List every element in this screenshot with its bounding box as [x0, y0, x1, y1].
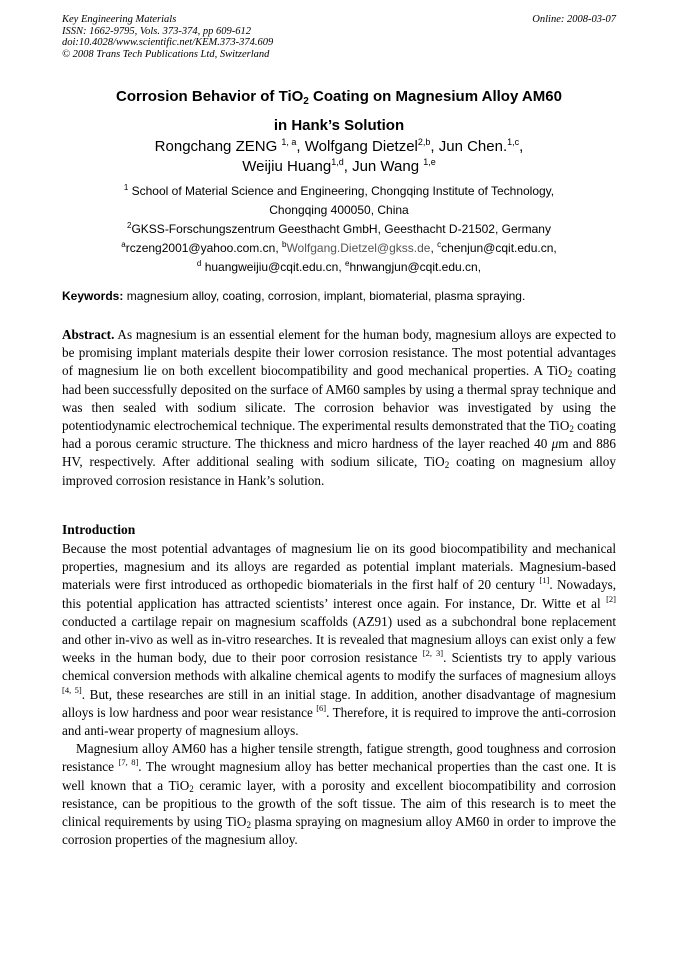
abstract-text: coating had been successfully deposited on the surface of AM60 samples by using a thermal spray technique and was then sealed with sodium silicate. The corrosion behavior was investigated by using the potentiodynamic electrochemical technique. The experimental results demonstrated that the TiO: [62, 363, 616, 434]
email-separator: ,: [338, 260, 345, 274]
email-link[interactable]: hnwangjun@cqit.edu.cn: [349, 260, 478, 274]
affiliation-text: GKSS-Forschungszentrum Geesthacht GmbH, Geesthacht D-21502, Germany: [131, 222, 551, 236]
paragraph-text: . But, these researches are still in an initial stage. In addition, another disadvantage of magnesium alloys is low hardness and poor wear resistance: [62, 686, 616, 720]
keywords-label: Keywords:: [62, 289, 124, 303]
citation-ref[interactable]: [7, 8]: [118, 757, 139, 768]
email-separator: ,: [553, 241, 557, 255]
paragraph-text: Magnesium alloy AM60 has a higher tensile strength, fatigue strength, good toughness and corrosion resistance: [62, 741, 616, 775]
subscript: 2: [567, 369, 573, 380]
author-separator: ,: [296, 138, 305, 155]
paragraph-text: . Nowadays, this potential application has attracted scientists’ interest once again. For instance, Dr. Witte et al: [62, 577, 616, 611]
email-link[interactable]: rczeng2001@yahoo.com.cn: [125, 241, 276, 255]
paragraph-text: . Therefore, it is required to improve the anti-corrosion and anti-wear property of magnesium alloys.: [62, 704, 616, 739]
author-separator: ,: [519, 138, 524, 155]
abstract-text: coating had a porous ceramic structure. The thickness and micro hardness of the layer reached 40: [62, 418, 616, 452]
author-name: Jun Wang: [352, 158, 424, 175]
author-affil-mark: 1,e: [423, 157, 436, 167]
mu-symbol: μ: [551, 436, 559, 452]
author-affil-mark: 1,d: [331, 157, 344, 167]
title-line-1: [62, 82, 616, 111]
contact-line-1: [62, 239, 616, 258]
paragraph-text: plasma spraying on magnesium alloy AM60 in order to improve the corrosion properties of the magnesium alloy.: [62, 814, 616, 848]
affiliation-mark: 2: [127, 221, 132, 230]
journal-copyright: © 2008 Trans Tech Publications Ltd, Switzerland: [62, 48, 270, 60]
keywords-text: magnesium alloy, coating, corrosion, implant, biomaterial, plasma spraying.: [123, 289, 526, 303]
journal-issn: ISSN: 1662-9795, Vols. 373-374, pp 609-612: [62, 25, 251, 37]
citation-ref[interactable]: [2]: [606, 593, 616, 604]
affiliation-1-city: Chongqing 400050, China: [269, 203, 409, 217]
introduction-body: [62, 540, 616, 849]
email-mark: a: [121, 240, 126, 249]
author-affil-mark: 2,b: [417, 137, 431, 147]
email-mark: e: [344, 259, 350, 268]
title-line-2: in Hank’s Solution: [273, 117, 405, 134]
citation-ref[interactable]: [4, 5]: [62, 684, 82, 695]
email-mark: d: [196, 259, 202, 268]
subscript: 2: [444, 460, 450, 471]
journal-name: Key Engineering Materials: [62, 14, 177, 25]
email-mark: c: [437, 240, 442, 249]
author-name: Wolfgang Dietzel: [304, 138, 418, 155]
subscript: 2: [246, 820, 251, 831]
title-text: Coating on Magnesium Alloy AM60: [308, 88, 562, 105]
subscript: 2: [569, 424, 574, 435]
paragraph-text: . The wrought magnesium alloy has better mechanical properties than the cast one. It is well known that a TiO: [62, 759, 616, 793]
author-affil-mark: 1,c: [507, 137, 520, 147]
section-heading-introduction: Introduction: [62, 522, 136, 537]
abstract-label: Abstract.: [62, 327, 115, 342]
email-separator: ,: [275, 241, 282, 255]
email-mark: b: [281, 240, 287, 249]
author-separator: ,: [430, 138, 439, 155]
intro-paragraph-2: [62, 740, 616, 849]
email-link[interactable]: Wolfgang.Dietzel@gkss.de: [286, 241, 431, 255]
email-separator: ,: [430, 241, 438, 255]
abstract: [62, 326, 616, 490]
paper-title: [62, 82, 616, 140]
citation-ref[interactable]: [2, 3]: [422, 648, 444, 659]
abstract-text: m and 886 HV, respectively. After additional sealing with sodium silicate, TiO: [62, 436, 616, 470]
title-subscript: 2: [303, 96, 309, 107]
paragraph-text: conducted a cartilage repair on magnesium scaffolds (AZ91) used as a subchondral bone replacement and other in-vivo as well as in-vitro researches. It is revealed that magnesium alloys can exist only a few weeks in the human body, due to their poor corrosion resistance: [62, 613, 616, 666]
email-link[interactable]: chenjun@cqit.edu.cn: [441, 241, 554, 255]
author-affil-mark: 1, a: [281, 137, 297, 147]
journal-doi: doi:10.4028/www.scientific.net/KEM.373-374.609: [62, 37, 274, 48]
author-name: Rongchang ZENG: [154, 138, 282, 155]
author-separator: ,: [343, 158, 353, 175]
affiliation-text: School of Material Science and Engineering, Chongqing Institute of Technology,: [128, 184, 555, 198]
paragraph-text: . Scientists try to apply various chemical conversion methods with alkaline chemical agents to modify the surfaces of magnesium alloys: [62, 650, 616, 684]
affiliation-mark: 1: [123, 183, 129, 192]
citation-ref[interactable]: [1]: [539, 575, 550, 586]
author-line-2: [62, 157, 616, 177]
abstract-text: coating on magnesium alloy improved corrosion resistance in Hank’s solution.: [62, 454, 616, 488]
citation-ref[interactable]: [6]: [316, 702, 327, 713]
keywords: [62, 288, 616, 304]
affiliations: [62, 182, 616, 277]
affiliation-2: [62, 220, 616, 239]
author-name: Jun Chen.: [438, 138, 508, 155]
intro-paragraph-1: [62, 540, 616, 740]
author-list: [62, 137, 616, 177]
journal-header: [62, 14, 616, 60]
subscript: 2: [189, 783, 194, 794]
author-line-1: [62, 137, 616, 157]
online-date: Online: 2008-03-07: [532, 14, 616, 25]
paragraph-text: Because the most potential advantages of magnesium lie on its good biocompatibility and mechanical properties, magnesium and its alloys are regarded as potential implant materials. Magnesium-based materials were first introduced as orthopedic biomaterials in the first half of 20 century: [62, 541, 616, 593]
abstract-text: As magnesium is an essential element for the human body, magnesium alloys are expected to be promising implant materials despite their lower corrosion resistance. The most potential advantages of magnesium lie on both excellent biocompatibility and good mechanical properties. A TiO: [62, 327, 616, 379]
author-name: Weijiu Huang: [242, 158, 332, 175]
affiliation-1: [62, 182, 616, 201]
paragraph-text: ceramic layer, with a porosity and excellent biocompatibility and corrosion resistance, can be propitious to the growth of the soft tissue. The aim of this research is to meet the clinical requirements by using TiO: [62, 777, 617, 830]
email-separator: ,: [477, 260, 482, 274]
contact-line-2: [62, 258, 616, 277]
title-text: Corrosion Behavior of TiO: [116, 88, 304, 105]
email-link[interactable]: huangweijiu@cqit.edu.cn: [201, 260, 339, 274]
